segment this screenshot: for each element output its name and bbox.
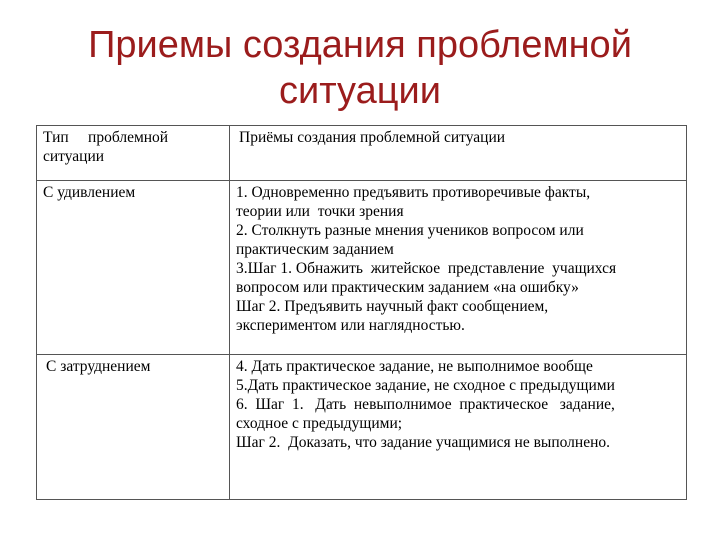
slide-title-line-1: Приемы создания проблемной (88, 24, 632, 66)
header-methods-label: Приёмы создания проблемной ситуации (239, 129, 506, 146)
table-row (37, 181, 687, 355)
row-type-cell (37, 355, 230, 500)
row-methods-cell (230, 181, 687, 355)
row-type-cell (37, 181, 230, 355)
method-line: Шаг 2. Доказать, что задание учащимися не выполнено. (236, 434, 611, 451)
slide-title (0, 22, 720, 114)
method-line: Шаг 2. Предъявить научный факт сообщением, (236, 298, 549, 315)
header-type-cell (37, 126, 230, 181)
problem-situations-table (36, 125, 687, 500)
method-line: 2. Столкнуть разные мнения учеников вопросом или (236, 222, 584, 239)
method-line: сходное с предыдущими; (236, 415, 403, 432)
row-type-label: С удивлением (43, 184, 136, 201)
method-line: вопросом или практическим заданием «на ошибку» (236, 279, 579, 296)
row-methods-cell (230, 355, 687, 500)
header-type-line-2: ситуации (43, 148, 105, 165)
row-type-label: С затруднением (46, 358, 151, 375)
method-line: 1. Одновременно предъявить противоречивые факты, (236, 184, 591, 201)
table-header-row (37, 126, 687, 181)
method-line: теории или точки зрения (236, 203, 404, 220)
method-line: экспериментом или наглядностью. (236, 317, 465, 334)
header-methods-cell (230, 126, 687, 181)
method-line: 3.Шаг 1. Обнажить житейское представление учащихся (236, 260, 617, 277)
table-row (37, 355, 687, 500)
method-line: 4. Дать практическое задание, не выполнимое вообще (236, 358, 593, 375)
header-type-line-1: Тип проблемной (43, 129, 169, 146)
method-line: 6. Шаг 1. Дать невыполнимое практическое задание, (236, 396, 615, 413)
method-line: 5.Дать практическое задание, не сходное с предыдущими (236, 377, 615, 394)
method-line: практическим заданием (236, 241, 394, 258)
slide-title-line-2: ситуации (279, 70, 441, 112)
